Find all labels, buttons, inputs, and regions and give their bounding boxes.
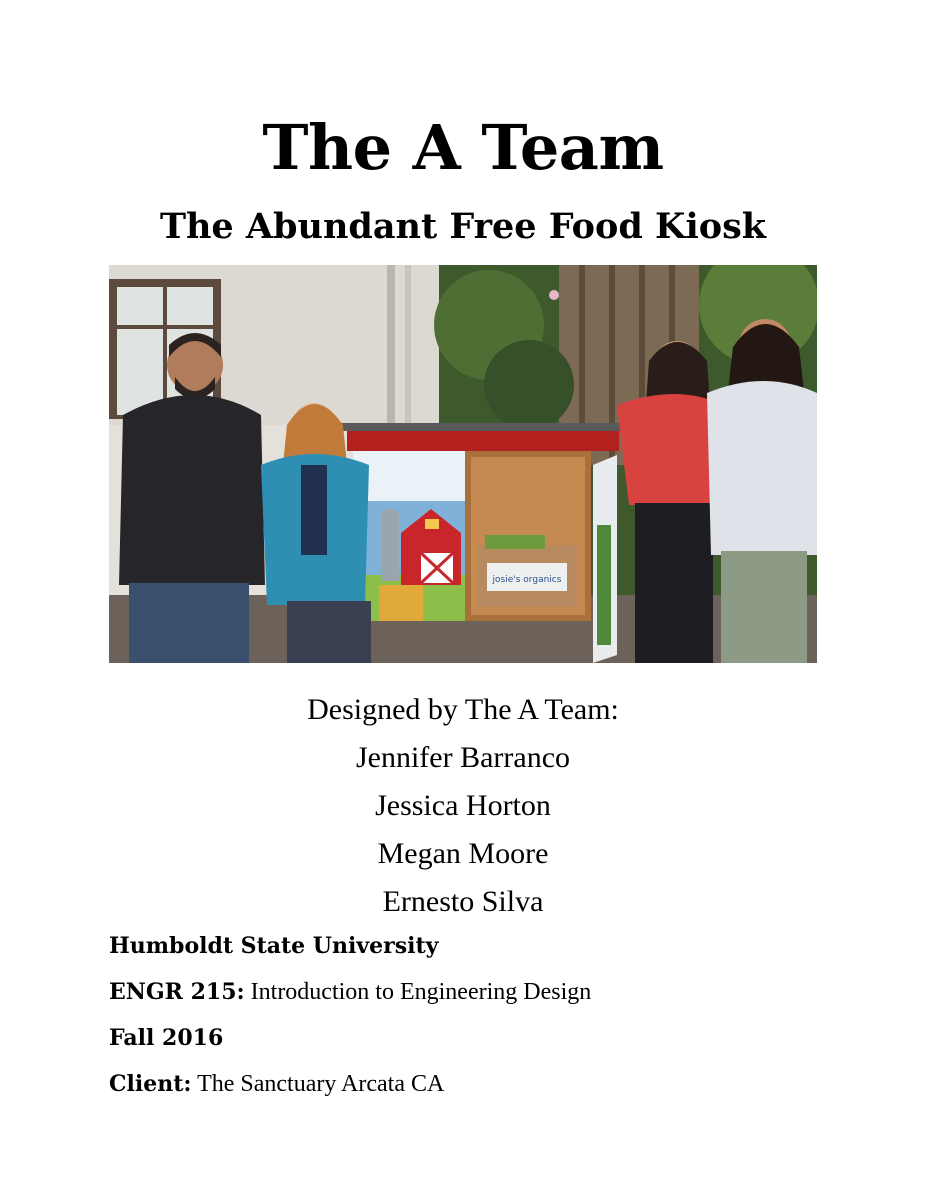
credits-heading: Designed by The A Team: bbox=[307, 693, 619, 726]
university-name: Humboldt State University bbox=[109, 933, 439, 959]
client-label: Client: bbox=[109, 1071, 192, 1097]
credits bbox=[0, 686, 926, 926]
project-info bbox=[109, 926, 591, 1110]
team-member: Jessica Horton bbox=[375, 789, 551, 822]
client-value: The Sanctuary Arcata CA bbox=[191, 1071, 445, 1097]
client-row bbox=[109, 1064, 591, 1110]
course-row bbox=[109, 972, 591, 1018]
term-row bbox=[109, 1018, 591, 1064]
team-member: Jennifer Barranco bbox=[355, 741, 571, 774]
course-name: Introduction to Engineering Design bbox=[244, 979, 592, 1005]
document-subtitle: The Abundant Free Food Kiosk bbox=[159, 206, 767, 247]
document-title: The A Team bbox=[262, 111, 664, 184]
university-row bbox=[109, 926, 591, 972]
team-photo bbox=[109, 265, 817, 663]
term: Fall 2016 bbox=[109, 1025, 224, 1051]
team-member: Megan Moore bbox=[377, 837, 549, 870]
course-code: ENGR 215: bbox=[109, 979, 245, 1005]
box-label: josie's organics bbox=[492, 575, 562, 585]
team-member: Ernesto Silva bbox=[382, 885, 544, 918]
